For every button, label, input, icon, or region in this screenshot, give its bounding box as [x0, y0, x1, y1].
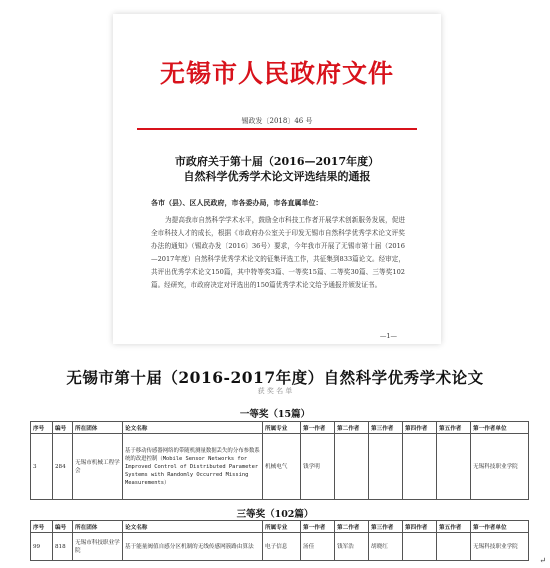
column-header: 所在团体 — [73, 521, 123, 533]
column-header: 第一作者单位 — [471, 521, 529, 533]
column-header: 序号 — [31, 422, 53, 434]
column-header: 编号 — [53, 521, 73, 533]
column-header: 第五作者 — [437, 521, 471, 533]
column-header: 论文名称 — [123, 521, 263, 533]
cell-author5 — [437, 533, 471, 561]
column-header: 第二作者 — [335, 422, 369, 434]
document-addressee: 各市（县）、区人民政府，市各委办局，市各直属单位： — [151, 198, 323, 207]
column-header: 编号 — [53, 422, 73, 434]
cell-unit: 无锡科技职业学院 — [471, 533, 529, 561]
column-header: 第四作者 — [403, 422, 437, 434]
table-header-row — [31, 521, 529, 533]
table-row — [31, 434, 529, 500]
return-mark: ↵ — [539, 556, 546, 565]
award-list-title: 无锡市第十届（2016-2017年度）自然科学优秀学术论文 — [66, 368, 484, 387]
document-body: 为提高我市自然科学学术水平，鼓励全市科技工作者开展学术创新服务发展，促进全市科技人才的成长，根据《市政府办公室关于印发无锡市自然科学优秀学术论文评奖办法的通知》（锡政办发〔2016〕36号）要求，今年我市开展了无锡市第十届（2016—2017年度）自然科学优秀学术论文的征集评选工作，共征集到833篇论文。经审定，共评出优秀学术论文150篇，其中特等奖3篇、一等奖15篇、二等奖30篇、三等奖102篇。经研究，市政府决定对评选出的150篇优秀学术论文给予通报并颁发证书。 — [151, 216, 405, 289]
cell-author3: 胡晓红 — [369, 533, 403, 561]
column-header: 所属专业 — [263, 521, 301, 533]
document-header: 无锡市人民政府文件 — [159, 59, 394, 88]
cell-group: 无锡市机械工程学会 — [73, 434, 123, 500]
cell-seq: 3 — [31, 434, 53, 500]
column-header: 第三作者 — [369, 521, 403, 533]
document-page — [113, 14, 441, 344]
cell-author1: 钱学明 — [301, 434, 335, 500]
column-header: 第一作者单位 — [471, 422, 529, 434]
cell-author2 — [335, 434, 369, 500]
column-header: 第二作者 — [335, 521, 369, 533]
cell-code: 818 — [53, 533, 73, 561]
column-header: 第五作者 — [437, 422, 471, 434]
cell-author5 — [437, 434, 471, 500]
red-divider — [137, 128, 417, 130]
cell-author3 — [369, 434, 403, 500]
cell-major: 电子信息 — [263, 533, 301, 561]
cell-code: 284 — [53, 434, 73, 500]
cell-seq: 99 — [31, 533, 53, 561]
document-number: 锡政发〔2018〕46 号 — [241, 117, 313, 125]
table-row — [31, 533, 529, 561]
column-header: 所在团体 — [73, 422, 123, 434]
cell-author4 — [403, 434, 437, 500]
column-header: 第四作者 — [403, 521, 437, 533]
column-header: 第三作者 — [369, 422, 403, 434]
first-prize-table — [30, 421, 529, 500]
cell-group: 无锡市科技职业学院 — [73, 533, 123, 561]
third-prize-table — [30, 520, 529, 561]
cell-author4 — [403, 533, 437, 561]
column-header: 第一作者 — [301, 521, 335, 533]
document-title-line1: 市政府关于第十届（2016—2017年度） — [174, 155, 380, 168]
cell-unit: 无锡科技职业学院 — [471, 434, 529, 500]
document-title — [113, 154, 441, 184]
column-header: 第一作者 — [301, 422, 335, 434]
column-header: 论文名称 — [123, 422, 263, 434]
third-prize-heading: 三等奖（102篇） — [236, 509, 314, 520]
table-header-row — [31, 422, 529, 434]
document-title-line2: 自然科学优秀学术论文评选结果的通报 — [183, 170, 371, 183]
column-header: 所属专业 — [263, 422, 301, 434]
document-page-number: —1— — [379, 332, 397, 340]
cell-paper: 基于移动传感器网络的带随机测量数据丢失的分布参数系统的改进控制（Mobile Sensor Networks for Improved Control of Distributed Parameter Systems with Randomly Occurred Missing Measurements） — [123, 434, 263, 500]
cell-major: 机械电气 — [263, 434, 301, 500]
cell-paper: 基于能量阀值自感分区机制的无线传感网簇路由算法 — [123, 533, 263, 561]
column-header: 序号 — [31, 521, 53, 533]
cell-author1: 汤佳 — [301, 533, 335, 561]
cell-author2: 钱军浩 — [335, 533, 369, 561]
first-prize-heading: 一等奖（15篇） — [239, 409, 311, 420]
award-list-subtitle: 获 奖 名 单 — [257, 387, 293, 395]
